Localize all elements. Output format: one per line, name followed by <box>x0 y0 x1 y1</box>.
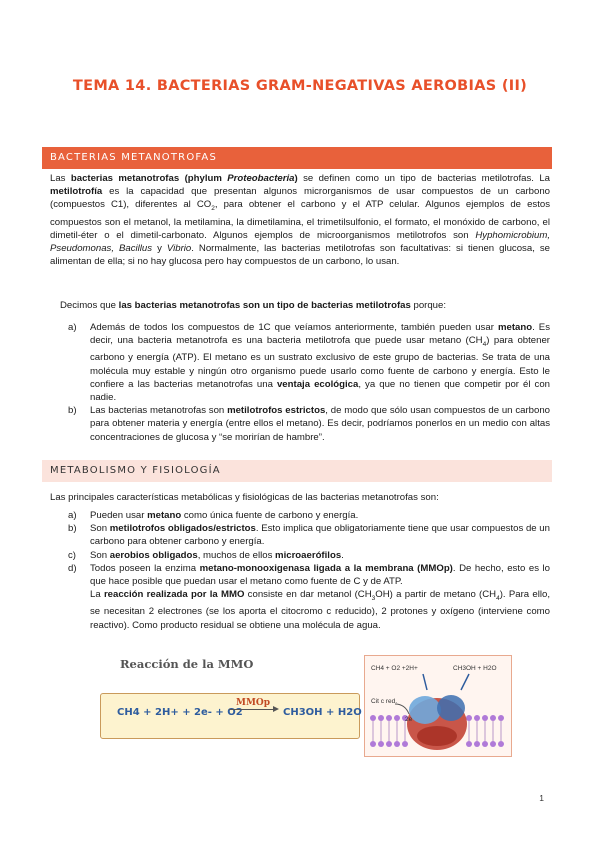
list-item: a) Además de todos los compuestos de 1C que veíamos anteriormente, también pueden usar metano. Es decir, una bacteria metanotrofa es una bacteria metilotrofa que puede usar metano $(CH_4)$ para obtener carbono y energía (ATP). El metano es un sustrato exclusivo de este grupo de bacterias. Se trata de una molécula muy estable y ningún otro organismo puede usarlo como fuente de carbono y energía. Esto le confiere a las bacterias metanotrofas una ventaja ecológica, ya que no tienen que competir por él con nadie. <box>68 322 551 403</box>
list-item: a) Pueden usar metano como única fuente de carbono y energía. <box>68 510 359 521</box>
list-item: c) Son aerobios obligados, muchos de ellos microaerófilos. <box>68 549 344 561</box>
metabolism-intro: Las principales características metabólicas y fisiológicas de las bacterias metanotrofas son: <box>50 492 439 503</box>
mmo-reaction-figure <box>100 653 362 739</box>
cytochrome-label: Cit c red. <box>371 698 398 705</box>
reason-list <box>68 321 550 444</box>
reaction-products: CH3OH + H2O <box>283 707 362 718</box>
reaction-reactants: CH4 + 2H+ + 2e- + O2 <box>117 707 243 718</box>
page-title: TEMA 14. BACTERIAS GRAM-NEGATIVAS AEROBIAS (II) <box>72 78 528 94</box>
electrons-label: 2e <box>405 716 413 723</box>
list-item: b) Son metilotrofos obligados/estrictos. Esto implica que obligatoriamente tiene que usar compuestos de un carbono para obtener carbono y energía. <box>68 523 550 548</box>
reaction-equation-box <box>100 693 360 739</box>
page-number: 1 <box>539 793 544 803</box>
list-item: d) Todos poseen la enzima metano-monooxigenasa ligada a la membrana (MMOp). De hecho, esto es lo que hace posible que puedan usar el metano como fuente de C y de ATP. La reacción realizada por la MMO consiste en dar metanol $(CH_3OH)$ a partir de metano $(CH_4)$. Para ello, se necesitan 2 electrones (se los aporta el citocromo c reducido), 2 protones y oxígeno (interviene como reactivo). Como producto residual se obtiene una molécula de agua. <box>68 562 550 631</box>
mmo-membrane-diagram <box>364 655 512 757</box>
list-item: b) Las bacterias metanotrofas son metilotrofos estrictos, de modo que sólo usan compuestos de un carbono para obtener materia y energía (entre ellos el metano). Es decir, podríamos ponerlos en un medio con altas concentraciones de glucosa y “se morirían de hambre”. <box>68 405 550 443</box>
products-label: CH3OH + H2O <box>453 665 497 672</box>
reactants-label: CH4 + O2 +2H+ <box>371 665 418 672</box>
intro-paragraph: Las bacterias metanotrofas (phylum Proteobacteria) se definen como un tipo de bacterias metilotrofas. La metilotrofía es la capacidad que presentan algunos microrganismos de usar compuestos de un carbono (compuestos C1), diferentes al $CO_2$, para obtener el carbono y el ATP celular. Algunos ejemplos de estos compuestos son el metanol, la metilamina, la dimetilamina, el trimetilsulfonio, el formato, el monóxido de carbono, el dimetil-éter o el dimetil-carbonato. Algunos ejemplos de microorganismos metilotrofos son Hyphomicrobium, Pseudomonas, Bacillus y Vibrio. Normalmente, las bacterias metilotrofas son facultativas: si tienen glucosa, se alimentan de ella; si no hay glucosa pero hay compuestos de un carbono, lo usan. <box>50 173 550 268</box>
enzyme-label: MMOp <box>236 698 271 708</box>
reason-paragraph: Decimos que las bacterias metanotrofas son un tipo de bacterias metilotrofas porque: <box>60 300 447 311</box>
section-heading-metabolismo: METABOLISMO Y FISIOLOGÍA <box>42 460 552 482</box>
reaction-arrow <box>229 709 277 710</box>
figure-title: Reacción de la MMO <box>120 657 254 671</box>
section-heading-metanotrofas: BACTERIAS METANOTROFAS <box>42 147 552 169</box>
metabolism-list <box>68 509 550 632</box>
